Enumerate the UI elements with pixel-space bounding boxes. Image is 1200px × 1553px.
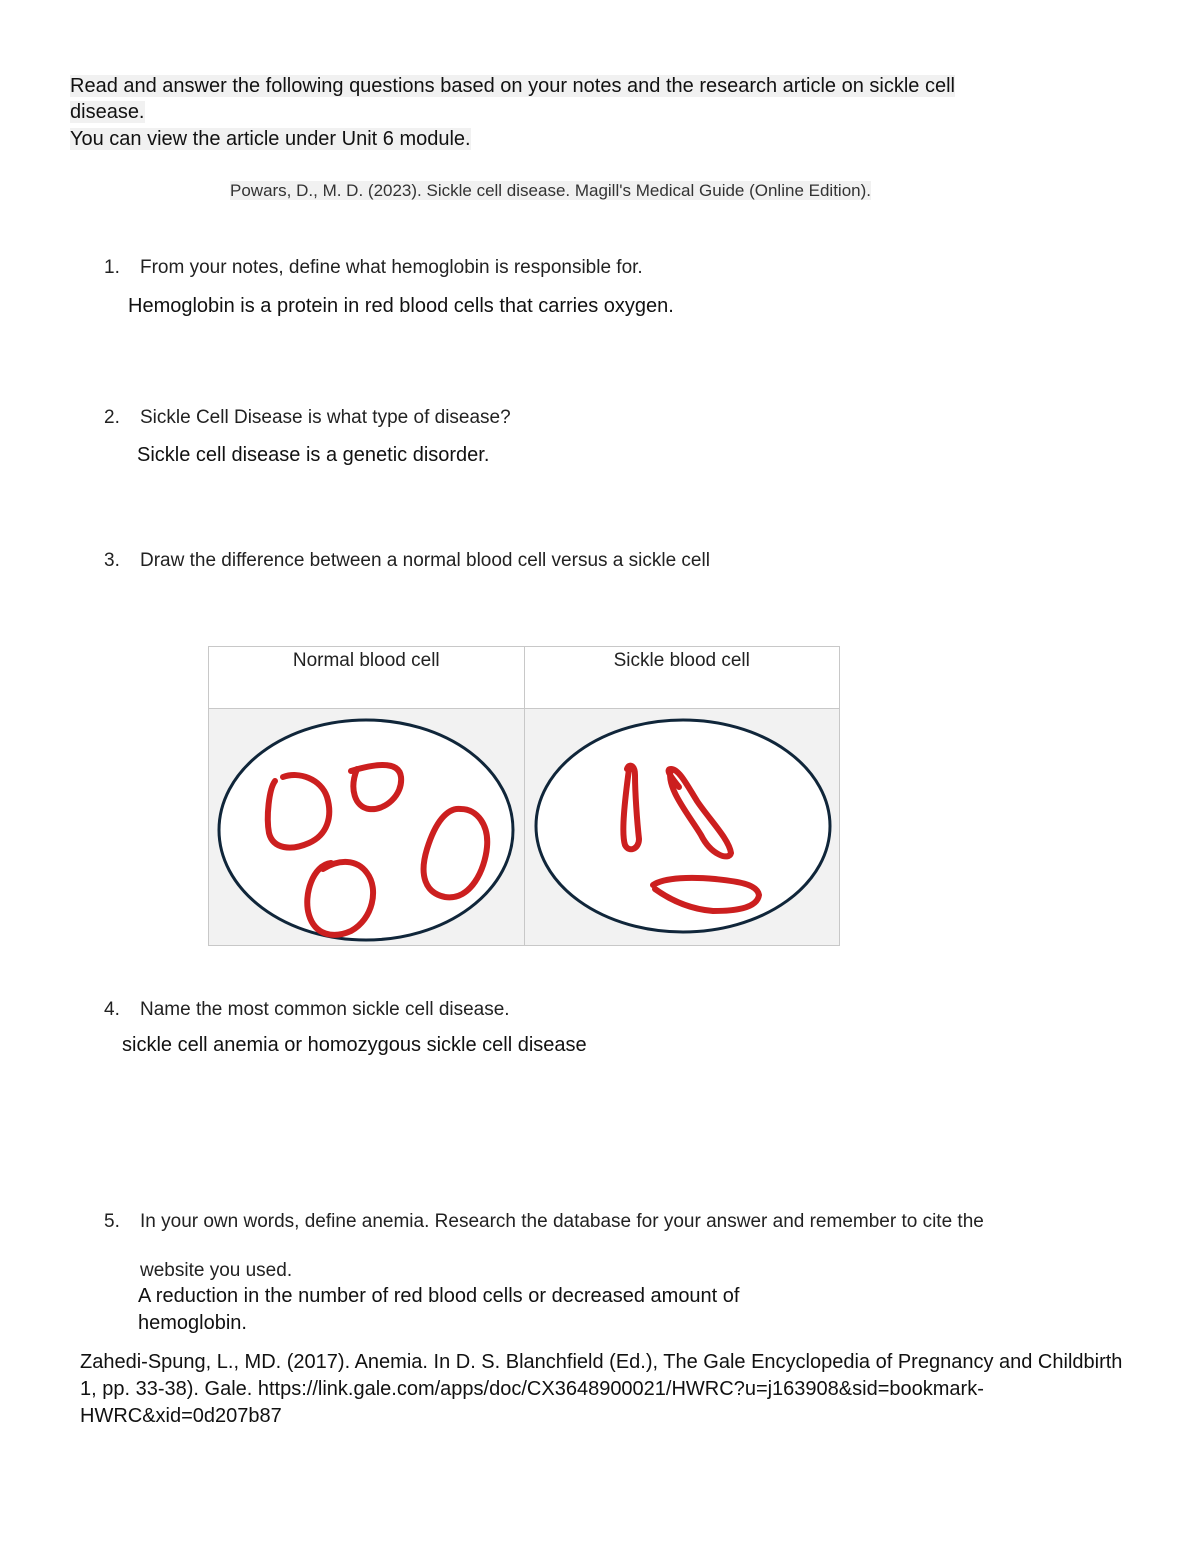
question-number: 2. — [104, 407, 120, 428]
intro-line-3: You can view the article under Unit 6 module. — [70, 128, 471, 150]
question-text: Sickle Cell Disease is what type of disease? — [140, 407, 511, 428]
answer-4: sickle cell anemia or homozygous sickle cell disease — [122, 1034, 587, 1056]
question-number: 3. — [104, 550, 120, 571]
question-5 — [104, 1211, 984, 1233]
article-citation: Powars, D., M. D. (2023). Sickle cell disease. Magill's Medical Guide (Online Edition). — [230, 181, 871, 200]
question-1 — [104, 257, 643, 279]
normal-cell-drawing — [209, 709, 524, 945]
plasma-outline — [219, 720, 513, 940]
question-3 — [104, 550, 710, 572]
sickle-cell-drawing — [525, 709, 840, 945]
drawing-table — [208, 646, 840, 946]
sickle-cell-header: Sickle blood cell — [524, 647, 840, 709]
question-text: From your notes, define what hemoglobin is responsible for. — [140, 257, 643, 278]
question-number: 1. — [104, 257, 120, 278]
intro-line-1: Read and answer the following questions based on your notes and the research article on sickle cell — [70, 75, 955, 97]
question-2 — [104, 407, 511, 429]
reference-line-1: Zahedi-Spung, L., MD. (2017). Anemia. In D. S. Blanchfield (Ed.), The Gale Encyclopedia of Pregnancy and Childbirth — [80, 1351, 1123, 1373]
answer-2: Sickle cell disease is a genetic disorder. — [137, 444, 490, 466]
sickle-cell-drawing-area — [524, 709, 840, 946]
question-number: 5. — [104, 1211, 120, 1232]
question-5-continued: website you used. — [140, 1260, 293, 1281]
question-number: 4. — [104, 999, 120, 1020]
reference-line-2: 1, pp. 33-38). Gale. https://link.gale.com/apps/doc/CX3648900021/HWRC?u=j163908&sid=bookmark- — [80, 1378, 984, 1400]
question-text: In your own words, define anemia. Research the database for your answer and remember to cite the — [140, 1211, 984, 1232]
answer-5-line-2: hemoglobin. — [138, 1312, 247, 1334]
reference-line-3: HWRC&xid=0d207b87 — [80, 1405, 282, 1427]
plasma-outline — [536, 720, 830, 932]
question-text: Draw the difference between a normal blood cell versus a sickle cell — [140, 550, 710, 571]
normal-cell-drawing-area — [209, 709, 525, 946]
question-text: Name the most common sickle cell disease. — [140, 999, 510, 1020]
answer-5-line-1: A reduction in the number of red blood cells or decreased amount of — [138, 1285, 740, 1307]
answer-1: Hemoglobin is a protein in red blood cells that carries oxygen. — [128, 295, 674, 317]
normal-cell-header: Normal blood cell — [209, 647, 525, 709]
intro-line-2: disease. — [70, 101, 145, 123]
question-4 — [104, 999, 510, 1021]
